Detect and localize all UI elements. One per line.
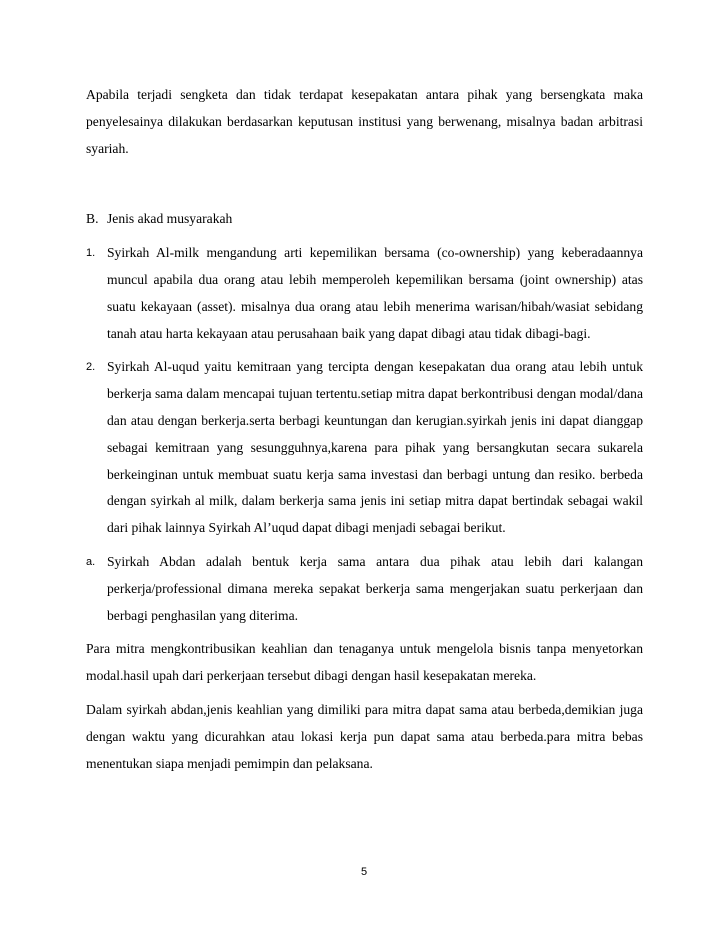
list-item-2 bbox=[86, 354, 643, 542]
page-number: 5 bbox=[360, 866, 368, 878]
list-item-a-text: Syirkah Abdan adalah bentuk kerja sama antara dua pihak atau lebih dari kalangan perkerja/professional dimana mereka sepakat berkerja sama mengerjakan suatu perkerjaan dan berbagi penghasilan yang diterima. bbox=[107, 553, 643, 623]
section-heading-text: Jenis akad musyarakah bbox=[107, 211, 233, 227]
intro-paragraph: Apabila terjadi sengketa dan tidak terdapat kesepakatan antara pihak yang bersengkata maka penyelesainya dilakukan berdasarkan keputusan institusi yang berwenang, misalnya badan arbitrasi syariah. bbox=[86, 87, 643, 156]
section-heading bbox=[86, 206, 643, 233]
list-marker-a: a. bbox=[86, 555, 96, 568]
list-marker-1: 1. bbox=[86, 247, 96, 260]
document-page bbox=[86, 82, 643, 777]
list-item-1-text: Syirkah Al-milk mengandung arti kepemilikan bersama (co-ownership) yang keberadaannya muncul apabila dua orang atau lebih memperoleh kepemilikan bersama (joint ownership) atas suatu kekayaan (asset). misalnya dua orang atau lebih menerima warisan/hibah/wasiat sebidang tanah atau harta kekayaan atau perusahaan baik yang dapat dibagi atau tidak dibagi-bagi. bbox=[107, 245, 643, 341]
list-marker-2: 2. bbox=[86, 361, 96, 374]
paragraph-abdan-details: Dalam syirkah abdan,jenis keahlian yang dimiliki para mitra dapat sama atau berbeda,demikian juga dengan waktu yang dicurahkan atau lokasi kerja pun dapat sama atau berbeda.para mitra bebas menentukan siapa menjadi pemimpin dan pelaksana. bbox=[86, 701, 643, 771]
list-item-a bbox=[86, 549, 643, 629]
section-heading-marker: B. bbox=[86, 211, 99, 227]
paragraph-contributions: Para mitra mengkontribusikan keahlian dan tenaganya untuk mengelola bisnis tanpa menyetorkan modal.hasil upah dari perkerjaan tersebut dibagi dengan hasil kesepakatan mereka. bbox=[86, 641, 643, 684]
list-item-2-text: Syirkah Al-uqud yaitu kemitraan yang tercipta dengan kesepakatan dua orang atau lebih untuk berkerja sama dalam mencapai tujuan tertentu.setiap mitra dapat berkontribusi dengan modal/dana dan atau dengan berkerja.serta berbagi keuntungan dan kerugian.syirkah jenis ini dapat dianggap sebagai kemitraan yang sesungguhnya,karena para pihak yang bersangkutan secara sukarela berkeinginan untuk membuat suatu kerja sama investasi dan berbagi untung dan resiko. berbeda dengan syirkah al milk, dalam berkerja sama jenis ini setiap mitra dapat bertindak sebagai wakil dari pihak lainnya Syirkah Al’uqud dapat dibagi menjadi sebagai berikut. bbox=[107, 359, 643, 536]
list-item-1 bbox=[86, 240, 643, 347]
